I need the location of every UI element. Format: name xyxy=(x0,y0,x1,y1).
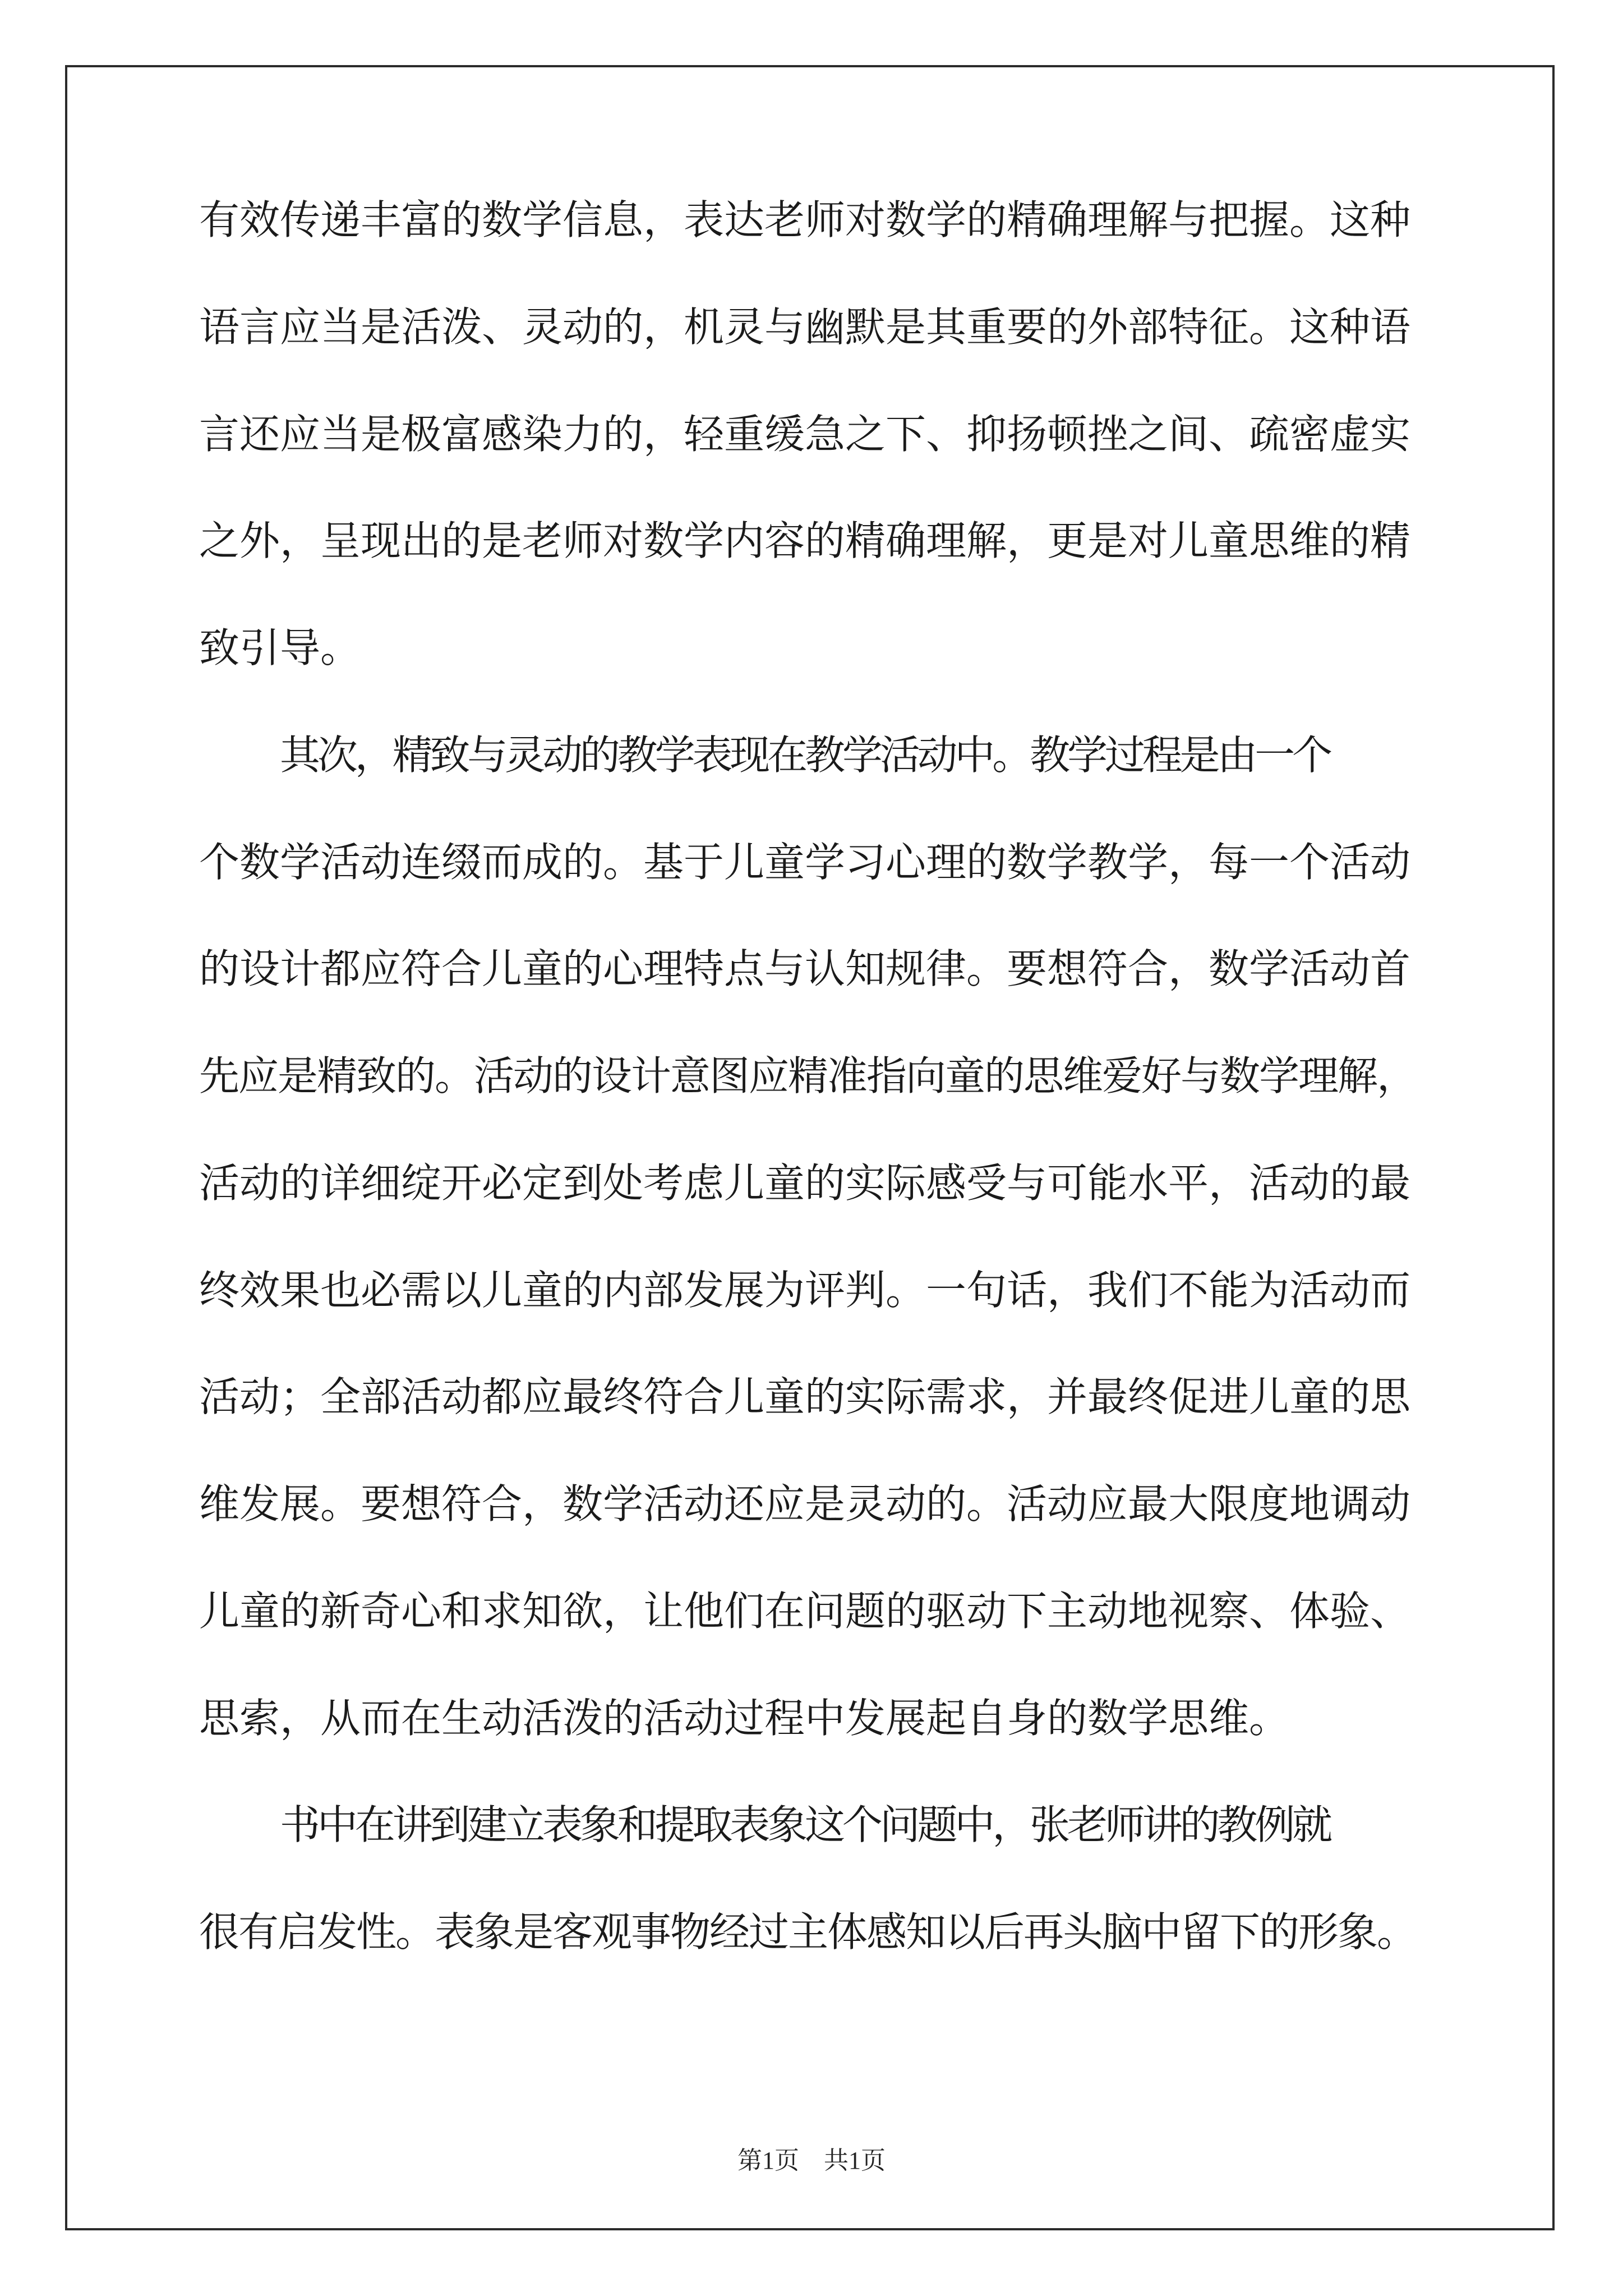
text-line: 先应是精致的。活动的设计意图应精准指向童的思维爱好与数学理解， xyxy=(199,1052,1417,1099)
text-line: 致引导。 xyxy=(199,624,361,671)
text-line: 活动；全部活动都应最终符合儿童的实际需求，并最终促进儿童的思 xyxy=(199,1373,1411,1420)
text-line: 有效传递丰富的数学信息，表达老师对数学的精确理解与把握。这种 xyxy=(199,196,1411,243)
text-line: 终效果也必需以儿童的内部发展为评判。一句话，我们不能为活动而 xyxy=(199,1267,1411,1314)
text-line: 思索，从而在生动活泼的活动过程中发展起自身的数学思维。 xyxy=(199,1695,1290,1742)
text-line: 之外，呈现出的是老师对数学内容的精确理解，更是对儿童思维的精 xyxy=(199,517,1411,564)
text-line: 活动的详细绽开必定到处考虑儿童的实际感受与可能水平，活动的最 xyxy=(199,1159,1411,1207)
text-line: 儿童的新奇心和求知欲，让他们在问题的驱动下主动地视察、体验、 xyxy=(199,1588,1411,1635)
text-line: 其次，精致与灵动的教学表现在教学活动中。教学过程是由一个 xyxy=(280,731,1330,779)
text-line: 个数学活动连缀而成的。基于儿童学习心理的数学教学，每一个活动 xyxy=(199,839,1411,886)
text-line: 的设计都应符合儿童的心理特点与认知规律。要想符合，数学活动首 xyxy=(199,945,1411,992)
text-line: 书中在讲到建立表象和提取表象这个问题中，张老师讲的教例就 xyxy=(280,1801,1330,1848)
text-line: 维发展。要想符合，数学活动还应是灵动的。活动应最大限度地调动 xyxy=(199,1480,1411,1527)
text-line: 语言应当是活泼、灵动的，机灵与幽默是其重要的外部特征。这种语 xyxy=(199,303,1411,351)
page-footer: 第1页 共1页 xyxy=(737,2147,886,2174)
text-line: 很有启发性。表象是客观事物经过主体感知以后再头脑中留下的形象。 xyxy=(199,1908,1417,1955)
text-line: 言还应当是极富感染力的，轻重缓急之下、抑扬顿挫之间、疏密虚实 xyxy=(199,411,1411,458)
